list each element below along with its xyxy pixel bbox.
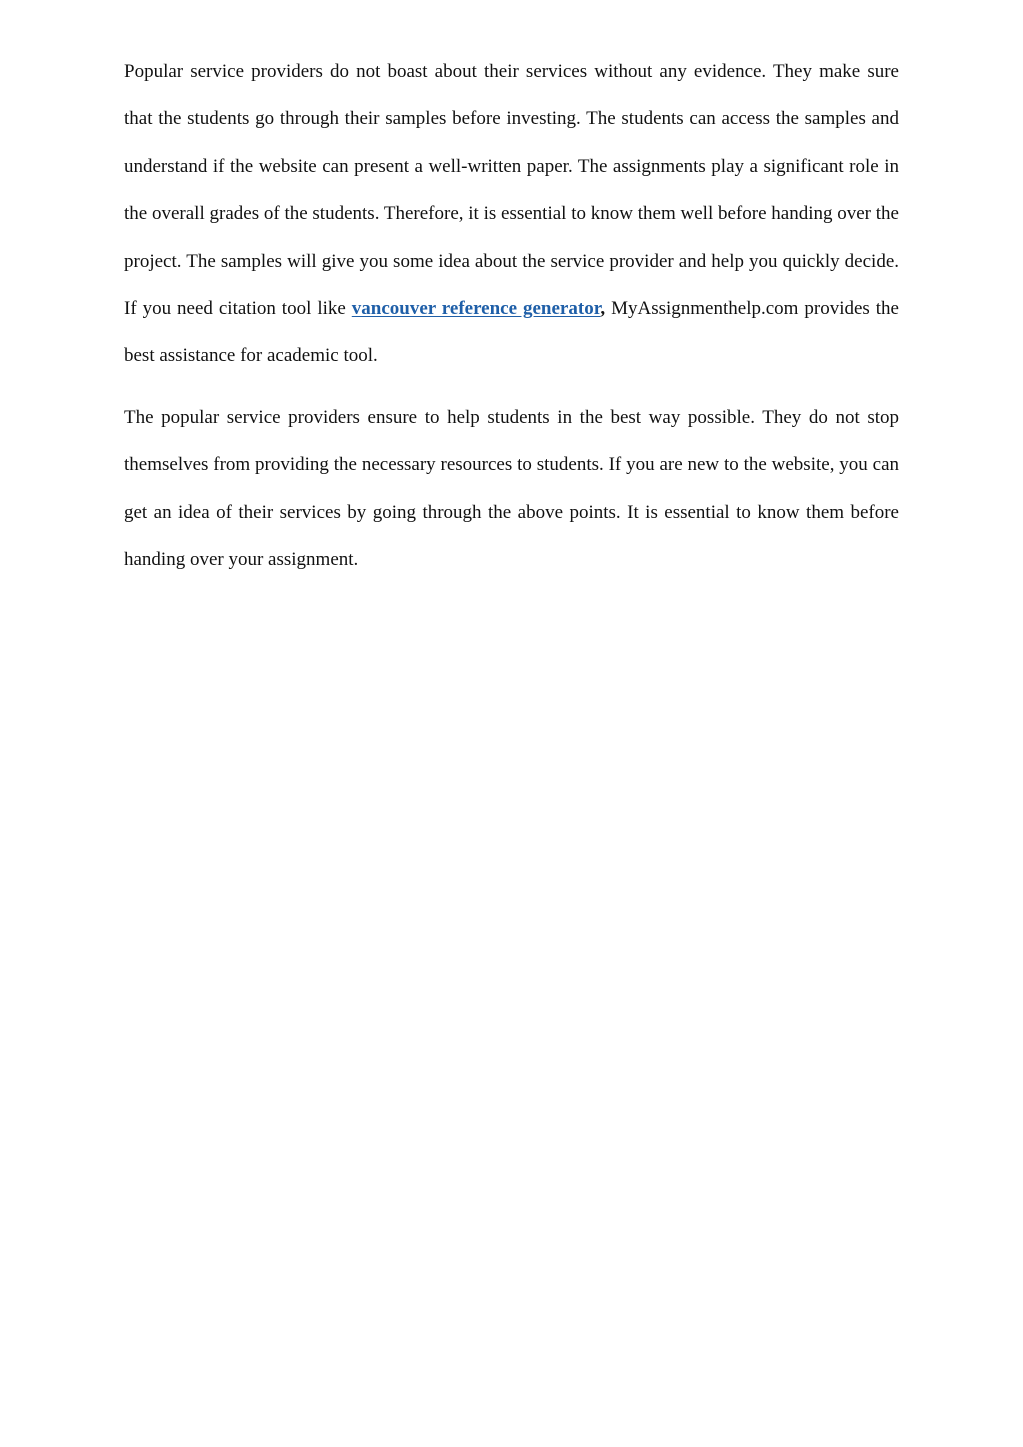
paragraph-2: The popular service providers ensure to help students in the best way possible. They do not stop themselves from providing the necessary resources to students. If you are new to the website, you can get an idea of their services by going through the above points. It is essential to know them before handing over your assignment.: [124, 406, 899, 571]
link-comma: ,: [600, 298, 606, 320]
document-body: [124, 48, 899, 583]
paragraph-1-text: Popular service providers do not boast about their services without any evidence. They make sure that the students go through their samples before investing. The students can access the samples and understand if the website can present a well-written paper. The assignments play a significant role in the overall grades of the students. Therefore, it is essential to know them well before handing over the project. The samples will give you some idea about the service provider and help you quickly decide. If you need citation tool like: [124, 61, 899, 320]
paragraph-1-tail: MyAssignmenthelp.com provides the best assistance for academic tool.: [124, 298, 899, 367]
vancouver-reference-generator-link[interactable]: vancouver reference generator: [351, 298, 601, 320]
paragraph-1: [124, 48, 899, 380]
